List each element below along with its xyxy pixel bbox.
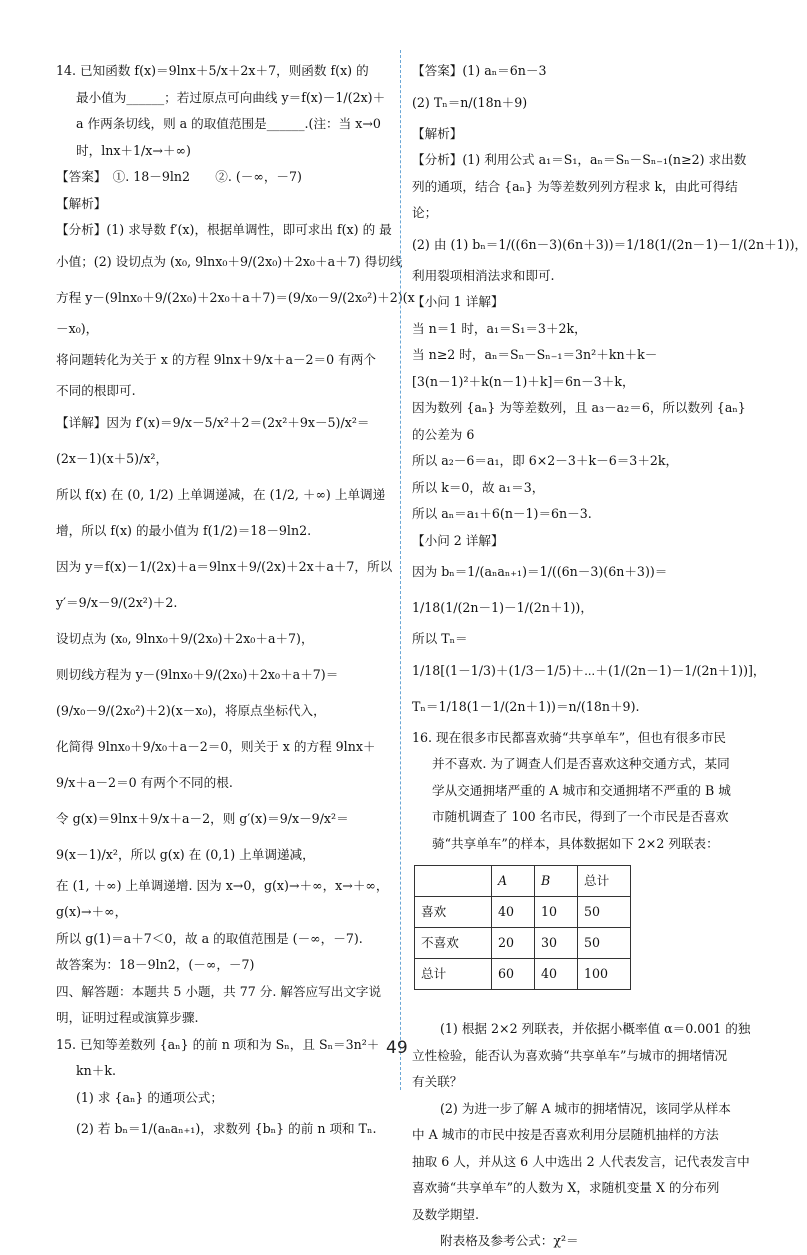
text-line: 喜欢骑“共享单车”的人数为 X，求随机变量 X 的分布列 (412, 1180, 720, 1195)
page-number: 49 (386, 1038, 408, 1058)
text-line: 时，lnx＋1/x→＋∞) (76, 142, 191, 158)
table-cell: B (535, 866, 578, 897)
text-line: (2) 由 (1) bₙ＝1/((6n－3)(6n＋3))＝1/18(1/(2n－1)－1/(2n＋1))， (412, 236, 807, 252)
text-line: 因为数列 {aₙ} 为等差数列，且 a₃－a₂＝6，所以数列 {aₙ} (412, 400, 746, 415)
text-line: [3(n－1)²＋k(n－1)＋k]＝6n－3＋k， (412, 373, 635, 389)
text-line: 骑“共享单车”的样本，具体数据如下 2×2 列联表： (432, 835, 719, 851)
text-line: 的公差为 6 (412, 426, 475, 442)
text-line: g(x)→＋∞， (56, 904, 128, 919)
text-line: 【答案】 ①. 18－9ln2 ②. (－∞，－7) (56, 169, 302, 184)
text-line: 9/x＋a－2＝0 有两个不同的根. (56, 774, 233, 790)
table-cell: 总计 (578, 866, 631, 897)
text-line: kn＋k. (76, 1063, 116, 1078)
text-line: 9(x－1)/x²，所以 g(x) 在 (0,1) 上单调递减， (56, 846, 315, 862)
contingency-table (414, 865, 631, 990)
text-line: 在 (1, ＋∞) 上单调递增. 因为 x→0，g(x)→＋∞，x→＋∞， (56, 877, 389, 893)
text-line: 令 g(x)＝9lnx＋9/x＋a－2，则 g′(x)＝9/x－9/x²＝ (56, 810, 349, 826)
text-line: 14. 已知函数 f(x)＝9lnx＋5/x＋2x＋7，则函数 f(x) 的 (56, 63, 369, 78)
text-line: 【小问 2 详解】 (412, 532, 504, 548)
text-line: 列的通项，结合 {aₙ} 为等差数列列方程求 k，由此可得结 (412, 178, 738, 194)
text-line: 学从交通拥堵严重的 A 城市和交通拥堵不严重的 B 城 (432, 782, 731, 798)
text-line: (2x－1)(x＋5)/x²， (56, 450, 169, 466)
table-cell: 总计 (415, 959, 492, 990)
text-line: 四、解答题：本题共 5 小题，共 77 分. 解答应写出文字说 (56, 983, 382, 999)
text-line: 1/18(1/(2n－1)－1/(2n＋1))， (412, 600, 593, 615)
text-line: 方程 y－(9lnx₀＋9/(2x₀)＋2x₀＋a＋7)＝(9/x₀－9/(2x₀²)＋2)(x (56, 289, 415, 305)
text-line: 小值；(2) 设切点为 (x₀, 9lnx₀＋9/(2x₀)＋2x₀＋a＋7) 得切线 (56, 253, 403, 269)
text-line: 【解析】 (56, 195, 107, 211)
text-line: (1) 求 {aₙ} 的通项公式； (76, 1089, 223, 1105)
right-text-bottom (412, 1016, 751, 1255)
text-line: 1/18[(1－1/3)＋(1/3－1/5)＋⋯＋(1/(2n－1)－1/(2n＋1))]， (412, 662, 766, 678)
text-line: 所以 Tₙ＝ (412, 631, 468, 646)
text-line: (2) Tₙ＝n/(18n＋9) (412, 94, 528, 110)
table-cell: 10 (535, 897, 578, 928)
table-cell: A (492, 866, 535, 897)
text-line: 因为 bₙ＝1/(aₙaₙ₊₁)＝1/((6n－3)(6n＋3))＝ (412, 564, 668, 579)
text-line: 所以 k＝0，故 a₁＝3， (412, 479, 545, 495)
text-line: 【详解】因为 f′(x)＝9/x－5/x²＋2＝(2x²＋9x－5)/x²＝ (56, 414, 370, 430)
text-line: 化简得 9lnx₀＋9/x₀＋a－2＝0，则关于 x 的方程 9lnx＋ (56, 738, 376, 754)
text-line: 16. 现在很多市民都喜欢骑“共享单车”，但也有很多市民 (412, 729, 726, 745)
table-cell: 20 (492, 928, 535, 959)
table-row (415, 959, 631, 990)
table-cell: 40 (535, 959, 578, 990)
text-line: 所以 a₂－6＝a₁，即 6×2－3＋k－6＝3＋2k， (412, 453, 679, 468)
table-cell: 50 (578, 897, 631, 928)
text-line: 抽取 6 人，并从这 6 人中选出 2 人代表发言，记代表发言中 (412, 1153, 750, 1169)
text-line: 利用裂项相消法求和即可. (412, 267, 555, 283)
text-line: 论； (412, 205, 438, 220)
text-line: 当 n＝1 时，a₁＝S₁＝3＋2k， (412, 320, 587, 336)
table-cell: 60 (492, 959, 535, 990)
text-line: 并不喜欢. 为了调查人们是否喜欢这种交通方式，某同 (432, 756, 730, 771)
text-line: 15. 已知等差数列 {aₙ} 的前 n 项和为 Sₙ，且 Sₙ＝3n²＋ (56, 1036, 380, 1052)
table-cell: 30 (535, 928, 578, 959)
text-line: 明，证明过程或演算步骤. (56, 1010, 199, 1025)
text-line: 则切线方程为 y－(9lnx₀＋9/(2x₀)＋2x₀＋a＋7)＝ (56, 666, 339, 682)
table-cell: 50 (578, 928, 631, 959)
text-line: 设切点为 (x₀, 9lnx₀＋9/(2x₀)＋2x₀＋a＋7)， (56, 630, 314, 646)
table-cell: 40 (492, 897, 535, 928)
right-column (412, 58, 807, 1255)
table-row (415, 897, 631, 928)
table-row (415, 928, 631, 959)
text-line: 及数学期望. (412, 1206, 479, 1222)
text-line: Tₙ＝1/18(1－1/(2n＋1))＝n/(18n＋9). (412, 698, 640, 714)
text-line: (2) 若 bₙ＝1/(aₙaₙ₊₁)，求数列 {bₙ} 的前 n 项和 Tₙ. (76, 1121, 377, 1136)
text-line: 附表格及参考公式：χ²＝ (440, 1233, 579, 1248)
text-line: 增，所以 f(x) 的最小值为 f(1/2)＝18－9ln2. (56, 522, 312, 538)
text-line: (9/x₀－9/(2x₀²)＋2)(x－x₀)，将原点坐标代入， (56, 702, 326, 718)
text-line: 因为 y＝f(x)－1/(2x)＋a＝9lnx＋9/(2x)＋2x＋a＋7，所以 (56, 558, 393, 574)
text-line: 【分析】(1) 利用公式 a₁＝S₁，aₙ＝Sₙ－Sₙ₋₁(n≥2) 求出数 (412, 152, 747, 167)
table-cell (415, 866, 492, 897)
text-line: 不同的根即可. (56, 383, 136, 398)
text-line: (2) 为进一步了解 A 城市的拥堵情况，该同学从样本 (440, 1100, 731, 1116)
text-line: 【小问 1 详解】 (412, 294, 504, 309)
table-cell: 喜欢 (415, 897, 492, 928)
right-text-top (412, 58, 807, 857)
text-line: －x₀)， (56, 320, 99, 336)
text-line: 【解析】 (412, 125, 463, 141)
table-header-row (415, 866, 631, 897)
text-line: 中 A 城市的市民中按是否喜欢利用分层随机抽样的方法 (412, 1127, 719, 1142)
table-cell: 100 (578, 959, 631, 990)
text-line: 当 n≥2 时，aₙ＝Sₙ－Sₙ₋₁＝3n²＋kn＋k－ (412, 347, 658, 362)
text-line: a 作两条切线，则 a 的取值范围是______.(注：当 x→0 (76, 116, 381, 131)
text-line: 最小值为______；若过原点可向曲线 y＝f(x)－1/(2x)＋ (76, 89, 386, 105)
text-line: 有关联？ (412, 1074, 463, 1089)
text-line: 将问题转化为关于 x 的方程 9lnx＋9/x＋a－2＝0 有两个 (56, 352, 376, 367)
text-line: 故答案为：18－9ln2，(－∞，－7) (56, 957, 255, 972)
text-line: 所以 f(x) 在 (0, 1/2) 上单调递减，在 (1/2, ＋∞) 上单调递 (56, 486, 386, 502)
text-line: 立性检验，能否认为喜欢骑“共享单车”与城市的拥堵情况 (412, 1047, 728, 1063)
text-line: (1) 根据 2×2 列联表，并依据小概率值 α＝0.001 的独 (440, 1021, 751, 1036)
column-divider (400, 50, 401, 1090)
text-line: 【分析】(1) 求导数 f′(x)，根据单调性，即可求出 f(x) 的 最 (56, 222, 392, 237)
table-cell: 不喜欢 (415, 928, 492, 959)
text-line: 【答案】(1) aₙ＝6n－3 (412, 63, 547, 78)
text-line: 市随机调查了 100 名市民，得到了一个市民是否喜欢 (432, 809, 729, 824)
text-line: 所以 aₙ＝a₁＋6(n－1)＝6n－3. (412, 506, 592, 521)
text-line: y′＝9/x－9/(2x²)＋2. (56, 594, 178, 610)
text-line: 所以 g(1)＝a＋7＜0，故 a 的取值范围是 (－∞，－7). (56, 930, 363, 946)
